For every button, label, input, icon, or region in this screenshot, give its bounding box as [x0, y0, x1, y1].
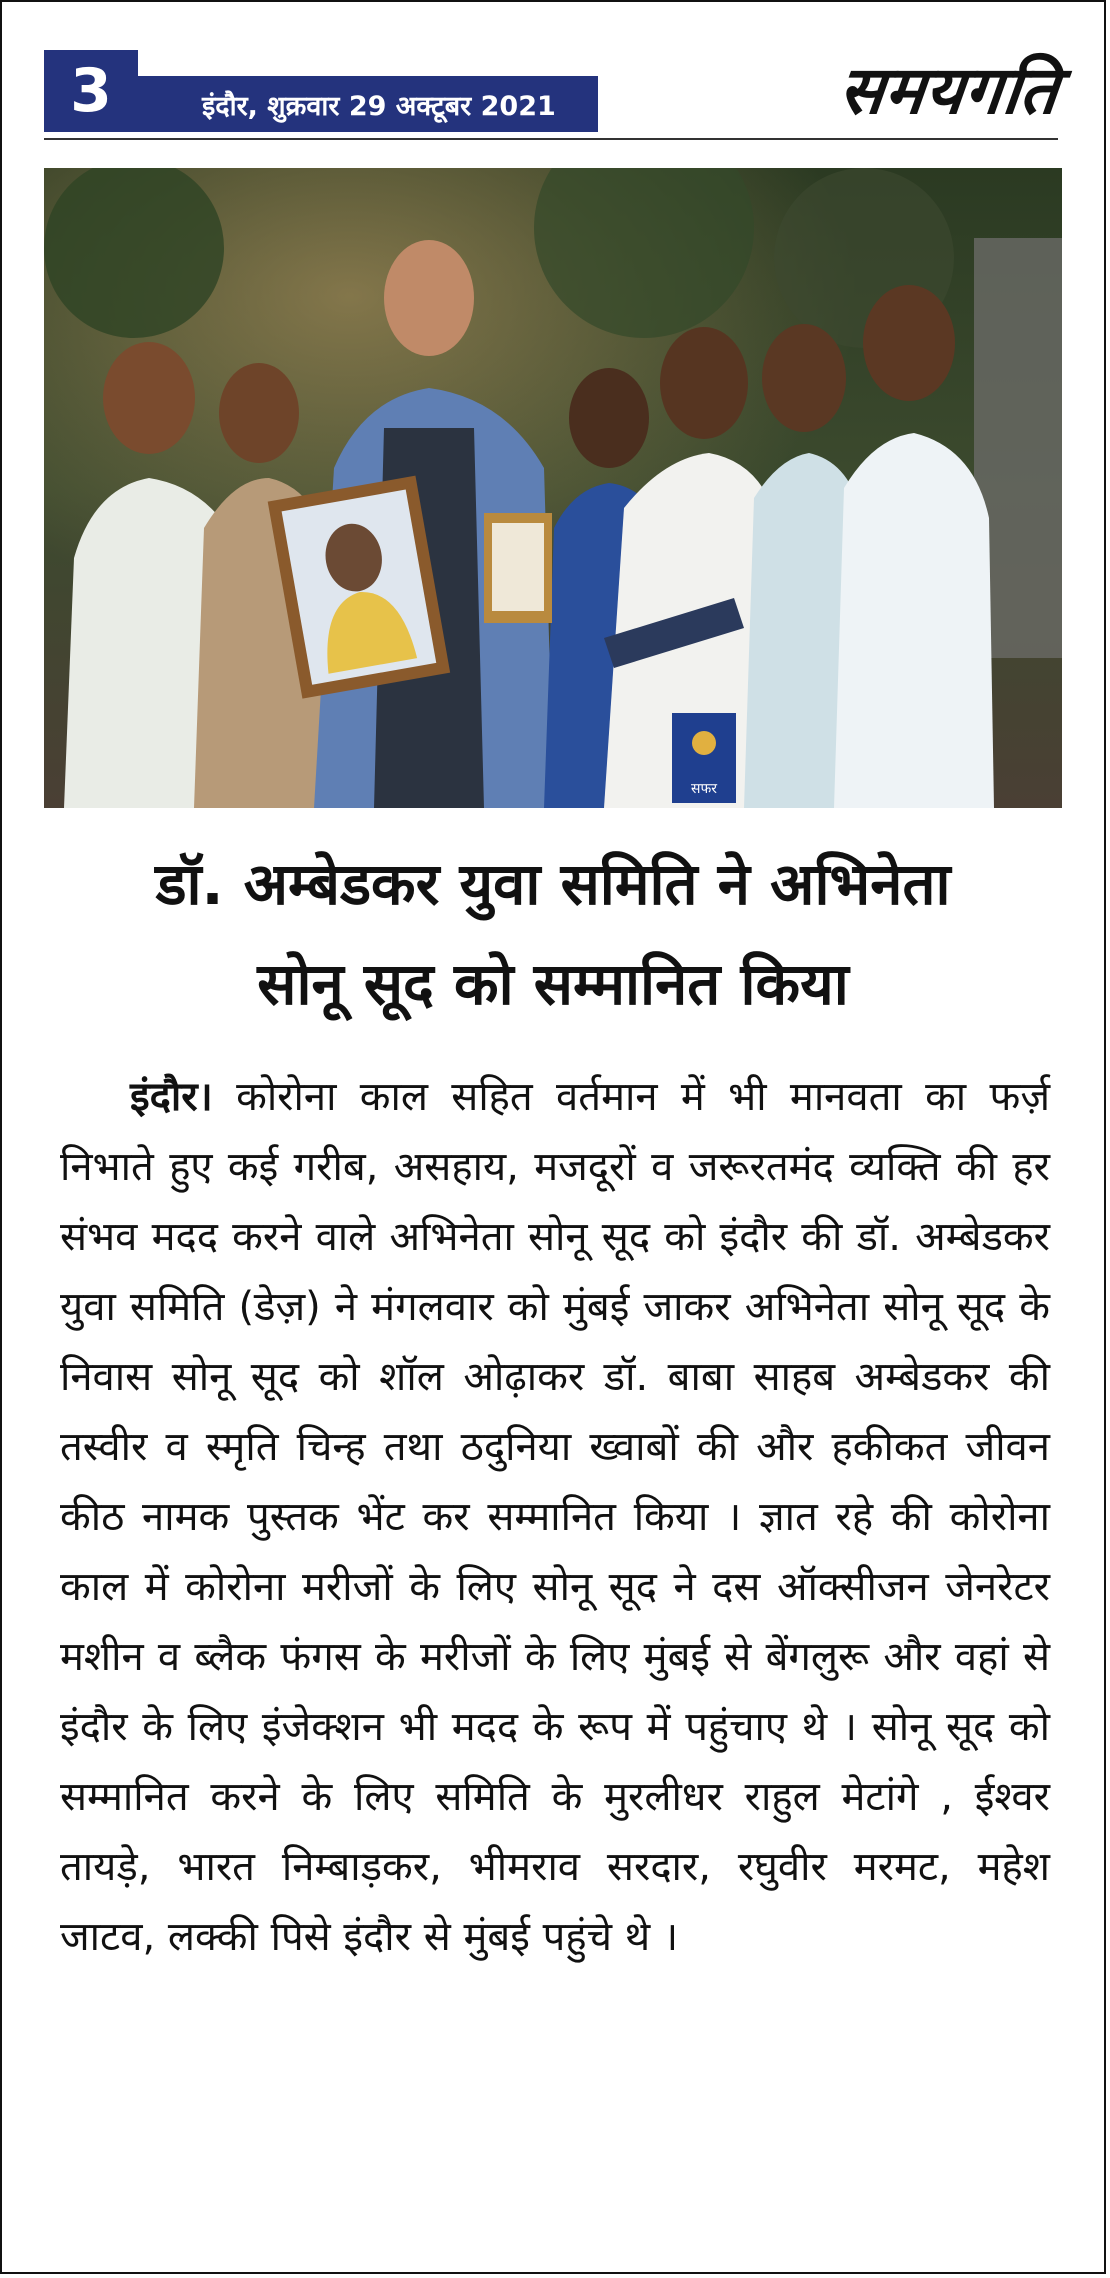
book-cover-text: सफर: [691, 781, 717, 797]
article-body: [60, 1062, 1050, 1972]
page-number: 3: [44, 50, 138, 132]
newspaper-logo: समयगति: [835, 52, 1063, 129]
article-lead: इंदौर।: [130, 1074, 213, 1120]
headline: [44, 834, 1062, 1034]
masthead: [44, 46, 1063, 142]
article-text: कोरोना काल सहित वर्तमान में भी मानवता का फर्ज़ निभाते हुए कई गरीब, असहाय, मजदूरों व जरूरतमंद व्यक्ति की हर संभव मदद करने वाले अभिनेता सोनू सूद को इंदौर की डॉ. अम्बेडकर युवा समिति (डेज़) ने मंगलवार को मुंबई जाकर अभिनेता सोनू सूद के निवास सोनू सूद को शॉल ओढ़ाकर डॉ. बाबा साहब अम्बेडकर की तस्वीर व स्मृति चिन्ह तथा ठदुनिया ख्वाबों की और हकीकत जीवन कीठ नामक पुस्तक भेंट कर सम्मानित किया । ज्ञात रहे की कोरोना काल में कोरोना मरीजों के लिए सोनू सूद ने दस ऑक्सीजन जेनरेटर मशीन व ब्लैक फंगस के मरीजों के लिए मुंबई से बेंगलुरू और वहां से इंदौर के लिए इंजेक्शन भी मदद के रूप में पहुंचाए थे । सोनू सूद को सम्मानित करने के लिए समिति के मुरलीधर राहुल मेटांगे , ईश्वर तायड़े, भारत निम्बाड़कर, भीमराव सरदार, रघुवीर मरमट, महेश जाटव, लक्की पिसे इंदौर से मुंबई पहुंचे थे ।: [60, 1074, 1051, 1960]
header-divider: [44, 138, 1058, 140]
article-paragraph: [60, 1062, 1050, 1972]
headline-line-1: डॉ. अम्बेडकर युवा समिति ने अभिनेता: [155, 850, 951, 918]
headline-line-2: सोनू सूद को सम्मानित किया: [257, 950, 849, 1018]
dateline: इंदौर, शुक्रवार 29 अक्टूबर 2021: [138, 76, 598, 132]
news-photo: [44, 168, 1062, 808]
